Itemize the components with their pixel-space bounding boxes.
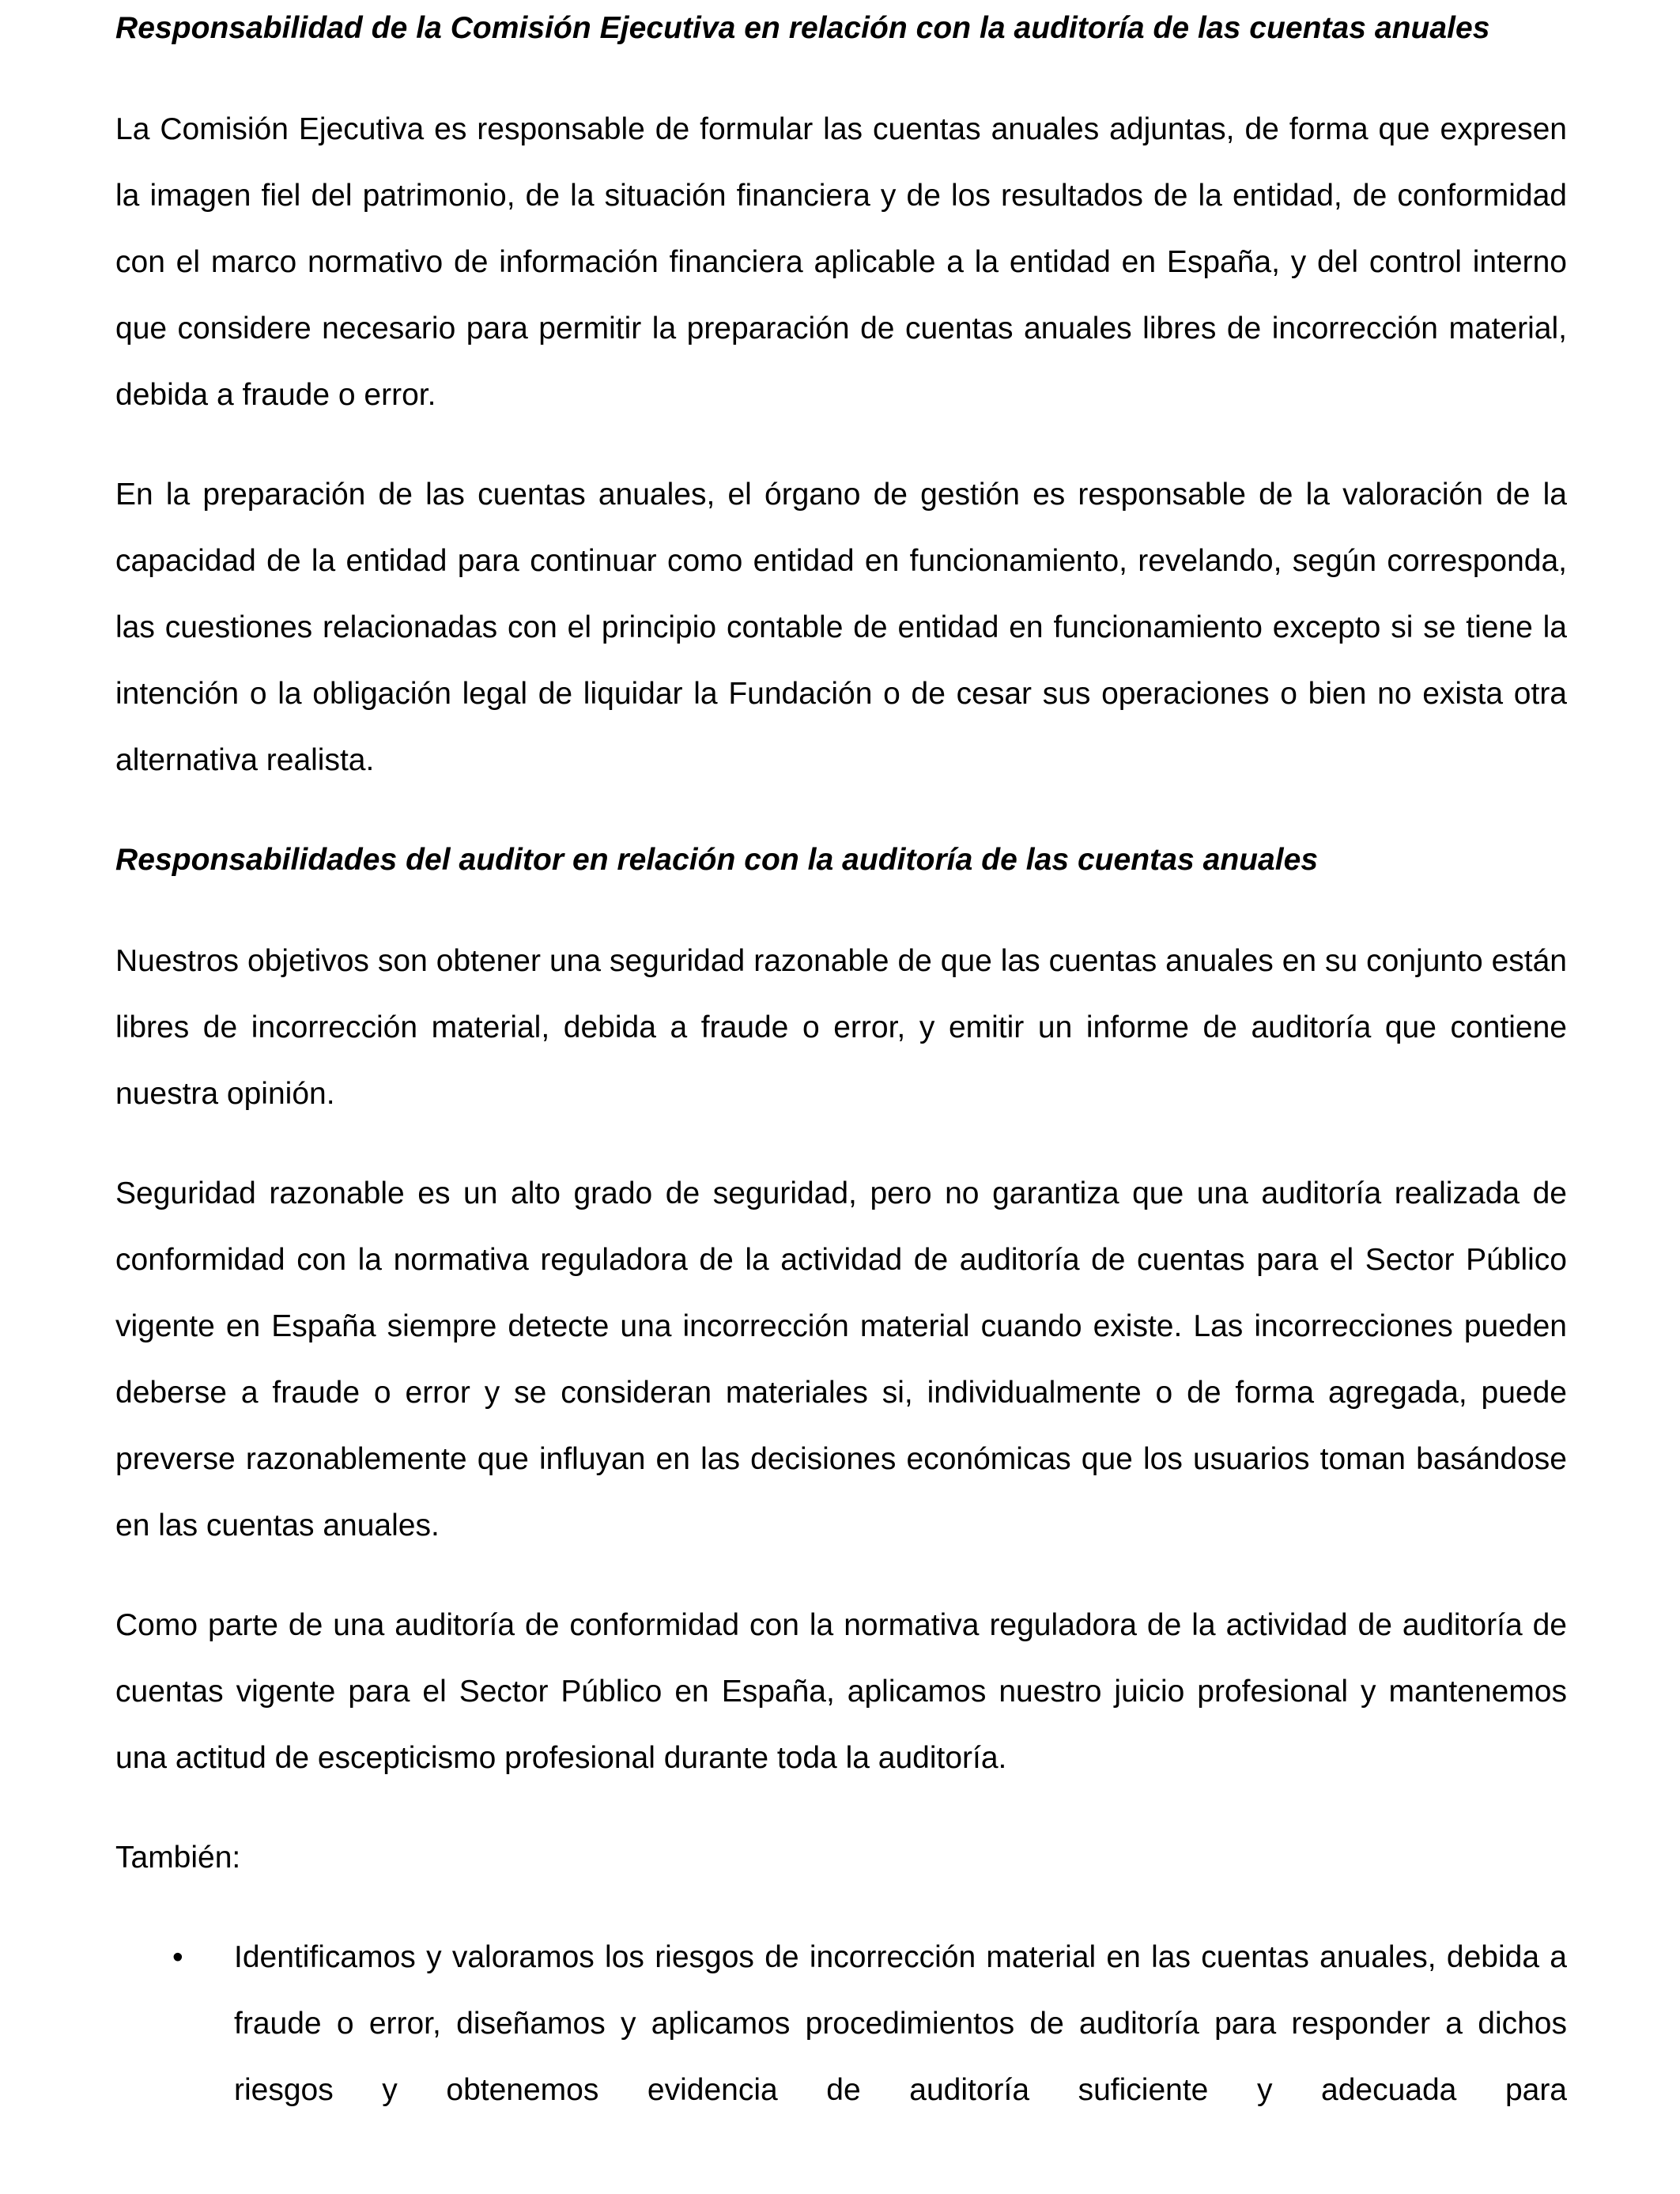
paragraph-professional-judgement: Como parte de una auditoría de conformidad con la normativa reguladora de la actividad de auditoría de cuentas vigente para el Sector Público en España, aplicamos nuestro juicio profesional y mantenemos una actitud de escepticismo profesional durante toda la auditoría.	[115, 1608, 1567, 1775]
document-page	[115, 0, 1567, 2124]
paragraph-reasonable-assurance: Seguridad razonable es un alto grado de seguridad, pero no garantiza que una auditoría realizada de conformidad con la normativa reguladora de la actividad de auditoría de cuentas para el Sector Público vigente en España siempre detecte una incorrección material cuando existe. Las incorrecciones pueden deberse a fraude o error y se consideran materiales si, individualmente o de forma agregada, puede preverse razonablemente que influyan en las decisiones económicas que los usuarios toman basándose en las cuentas anuales.	[115, 1176, 1567, 1543]
list-item-text: Identificamos y valoramos los riesgos de incorrección material en las cuentas anuales, debida a fraude o error, diseñamos y aplicamos procedimientos de auditoría para responder a dichos riesgos y obtenemos evidencia de auditoría suficiente y adecuada para	[234, 1940, 1567, 2107]
section-heading-auditor-responsibilities: Responsabilidades del auditor en relación con la auditoría de las cuentas anuales	[115, 843, 1319, 877]
list-item	[115, 1924, 1567, 2124]
paragraph-executive-responsibility: La Comisión Ejecutiva es responsable de formular las cuentas anuales adjuntas, de forma que expresen la imagen fiel del patrimonio, de la situación financiera y de los resultados de la entidad, de conformidad con el marco normativo de información financiera aplicable a la entidad en España, y del control interno que considere necesario para permitir la preparación de cuentas anuales libres de incorrección material, debida a fraude o error.	[115, 112, 1567, 412]
paragraph-also: También:	[115, 1841, 241, 1875]
bullet-icon: •	[172, 1940, 183, 1974]
paragraph-audit-objectives: Nuestros objetivos son obtener una seguridad razonable de que las cuentas anuales en su conjunto están libres de incorrección material, debida a fraude o error, y emitir un informe de auditoría que contiene nuestra opinión.	[115, 944, 1567, 1111]
paragraph-going-concern: En la preparación de las cuentas anuales, el órgano de gestión es responsable de la valoración de la capacidad de la entidad para continuar como entidad en funcionamiento, revelando, según corresponda, las cuestiones relacionadas con el principio contable de entidad en funcionamiento excepto si se tiene la intención o la obligación legal de liquidar la Fundación o de cesar sus operaciones o bien no exista otra alternativa realista.	[115, 478, 1567, 777]
section-heading-executive-committee: Responsabilidad de la Comisión Ejecutiva en relación con la auditoría de las cuentas anuales	[115, 11, 1490, 45]
